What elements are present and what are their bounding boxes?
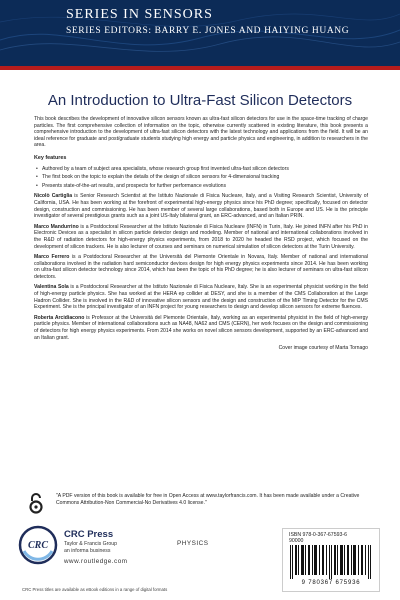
author-name: Marco Mandurrino: [34, 223, 79, 230]
open-access-lock-icon: [28, 492, 44, 514]
isbn-number: ISBN 978-0-367-67593-6: [289, 532, 347, 538]
author-bio: [34, 193, 368, 219]
barcode-block: [282, 528, 380, 592]
key-feature-item: • Presents state-of-the-art results, and prospects for further performance evolutions: [42, 183, 368, 190]
crc-logo-text: CRC: [27, 540, 49, 551]
author-bio: [34, 254, 368, 280]
publisher-name: CRC Press: [64, 529, 114, 540]
author-name: Roberta Arcidiacono: [34, 314, 85, 321]
header-red-rule: [0, 66, 400, 70]
author-name: Marco Ferrero: [34, 254, 70, 261]
author-bio-text: is a Postdoctoral Researcher at the Università del Piemonte Orientale in Novara, Italy. Member of national and international collaborations involved in the radiation hard semiconductor devices design for high energy physics experiments since 2014. He has been working on ultra-fast silicon detector technology since 2014, which has been the topic of his PhD degree; he is also lecturer of seminars on ultra-fast silicon detectors.: [34, 254, 368, 280]
crc-press-logo-icon: [18, 525, 58, 565]
key-features-list: [34, 166, 368, 190]
book-title: An Introduction to Ultra-Fast Silicon Detectors: [47, 92, 353, 109]
series-editors: SERIES EDITORS: BARRY E. JONES AND HAIYING HUANG: [66, 26, 350, 36]
barcode-graphic: [289, 545, 373, 579]
author-bio-text: is Professor at the Università del Piemonte Orientale, Italy, working as an experimental physicist in the field of high-energy particle physics. Member of international collaborations such as NA48, NA62 and CMS (CERN), her work focuses on the design and commissioning of detectors for high energy physics experiments. From 2014 she works on novel silicon sensors development, supported by an ERC-advanced and an Italian grant.: [34, 314, 368, 341]
cover-image-credit: Cover image courtesy of Marta Tornago: [278, 345, 368, 352]
key-feature-item: • Authored by a team of subject area specialists, whose research group first invented ultra-fast silicon detectors: [42, 166, 368, 173]
author-bio-text: is a Postdoctoral Researcher at the Istituto Nazionale di Fisica Nucleare, Italy. She is an experimental physicist working in the field of high-energy particle physics. She has worked at the HERA ep collider at DESY, and she is a member of the CMS Collaboration at the Large Hadron Collider. She is involved in the R&D of innovative silicon sensors and the design and construction of the MIP Timing Detector for the CMS Experiment. She is the principal investigator of an INFN project for young researchers to design and develop silicon sensors for extreme fluences.: [34, 284, 368, 311]
open-access-notice: "A PDF version of this book is available for free in Open Access at www.taylorfrancis.com. It has been made available under a Creative Commons Attribution-Non Commercial-No Derivatives 4.0 license.": [56, 493, 360, 506]
description-paragraph: This book describes the development of innovative silicon sensors known as ultra-fast silicon detectors for use in the space-time tracking of charge particles. The first comprehensive collection of information on the topic, otherwise currently scattered in existing literature, this book presents a comprehensive introduction to the development of ultra-fast silicon detectors with the latest technology and applications from the field. It will be an ideal reference for graduate and post/graduate students studying high energy and particle physics and engineering, in addition to researchers in the area.: [34, 116, 368, 149]
author-bio: [34, 284, 368, 310]
key-feature-item: • The first book on the topic to explain the details of the design of silicon sensors for 4-dimensional tracking: [42, 174, 368, 181]
author-bio: [34, 224, 368, 250]
author-name: Valentina Sola: [34, 284, 69, 291]
cover-body-text: [34, 116, 368, 352]
isbn-price-code: 90000: [289, 538, 304, 544]
series-title: SERIES IN SENSORS: [66, 7, 213, 22]
author-name: Nicolò Cartiglia: [34, 193, 73, 200]
ebook-footnote: CRC Press titles are available as eBook editions in a range of digital formats: [22, 587, 168, 592]
subject-category: PHYSICS: [177, 540, 209, 547]
barcode-digits: 9 780367 675936: [301, 580, 361, 586]
author-bio-text: is Senior Research Scientist at the Istituto Nazionale di Fisica Nucleare, Italy, and a Visiting Research Scientist, University of California, USA. He has been working at the forefront of experimental high-energy physics since his PhD degree; specifically, focused on detector design, construction and commissioning. He has been member of several large collaborations, based both in Europe and US. He is the principle investigator of several prestigious grants such as a joint US-Italy bilateral grant, an ERC-advanced, and an Italian PRIN.: [34, 193, 368, 220]
publisher-tagline: an informa business: [64, 548, 111, 554]
author-bio: [34, 315, 368, 341]
publisher-group: Taylor & Francis Group: [64, 541, 118, 547]
author-bio-text: is a Postdoctoral Researcher at the Istituto Nazionale di Fisica Nucleare (INFN) in Turin, Italy. He joined INFN after his PhD in Electronic Devices as a specialist in silicon particle detector design and modeling. Member of national and international collaborations involved in the R&D of radiation detectors for high-energy physics experiments, from 2018 to 2020 he headed the RSD project, which focused on the development of silicon trackers. He is also lecturer of courses and seminars on numerical simulation of silicon detectors at the Turin University.: [34, 223, 368, 250]
key-features-heading: Key features: [34, 154, 67, 161]
publisher-url: www.routledge.com: [64, 558, 128, 565]
series-header: [0, 0, 400, 66]
